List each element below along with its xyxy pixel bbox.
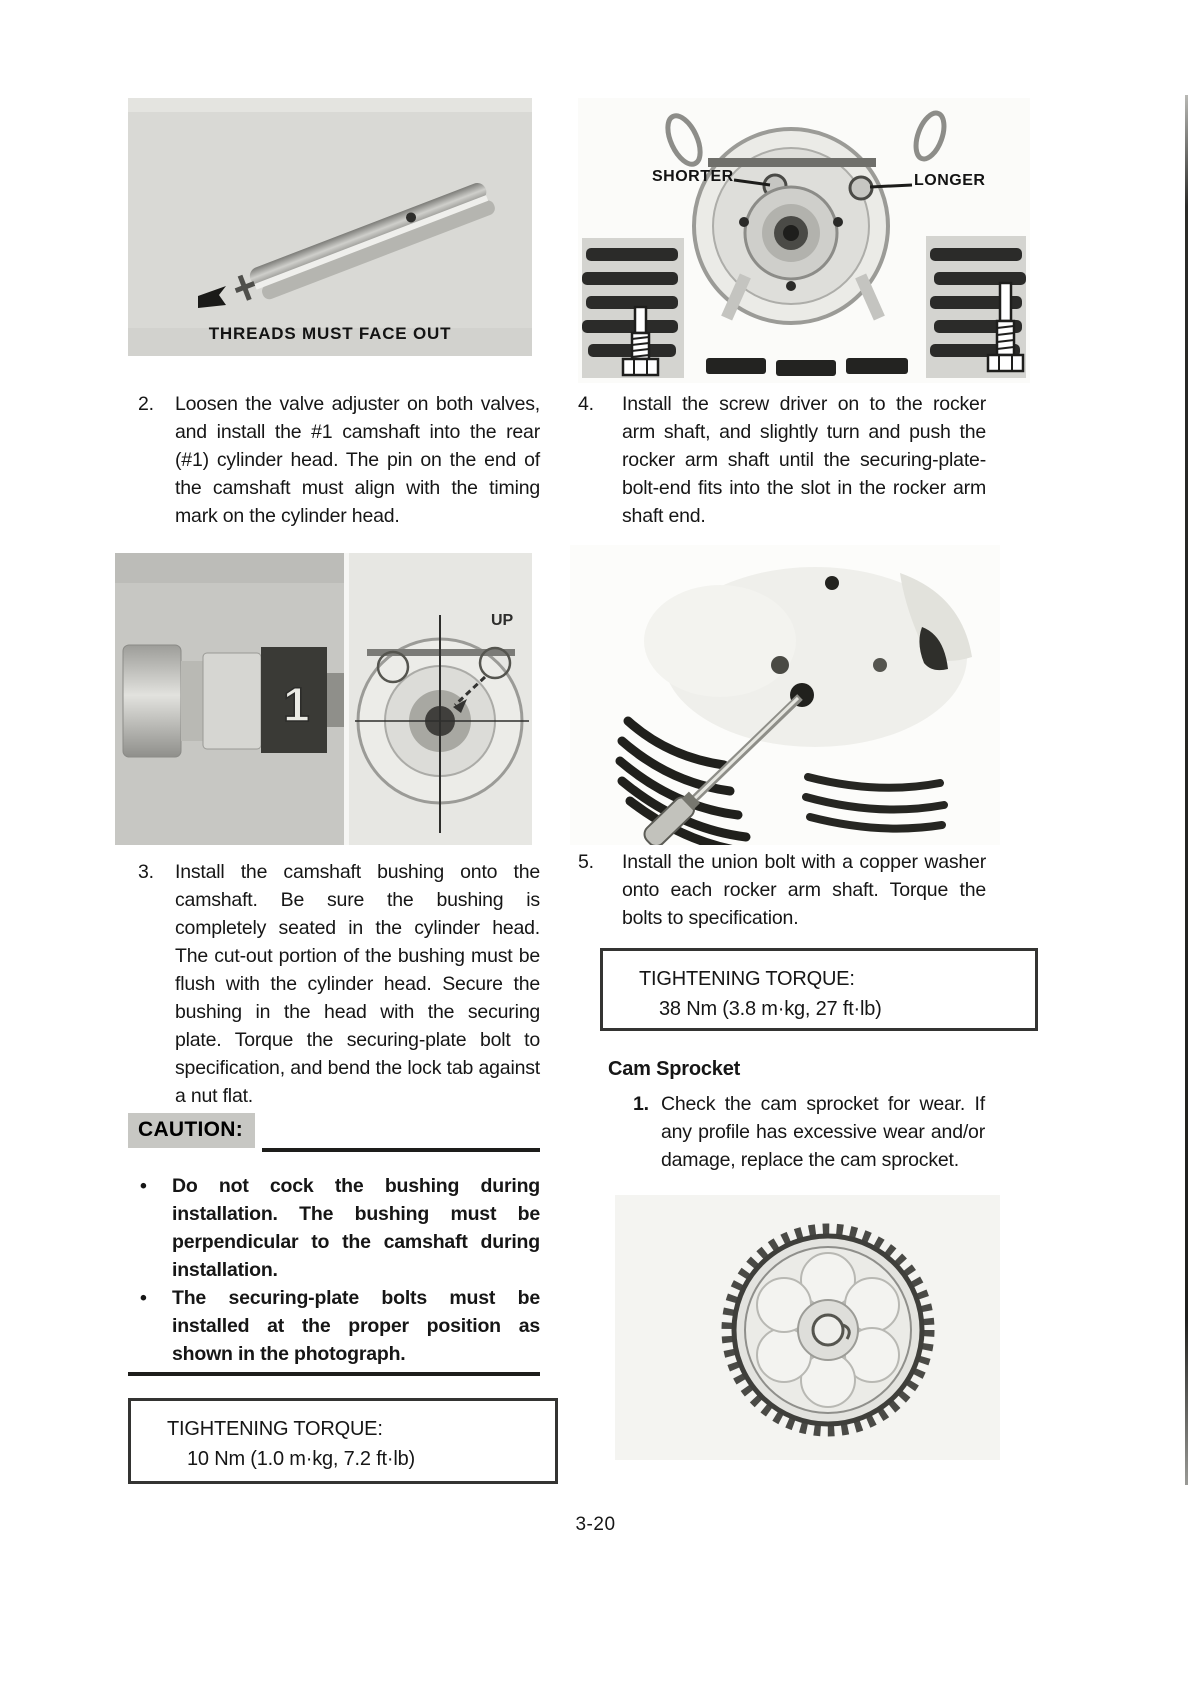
caution-bullets	[140, 1172, 540, 1368]
bullet-icon: •	[140, 1287, 147, 1309]
page-number: 3-20	[575, 1514, 616, 1535]
step-4-text: Install the screw driver on to the rocker arm shaft, and slightly turn and push the rocker arm shaft until the securing-plate-bolt-end fits into the slot in the rocker arm shaft end.	[622, 393, 986, 527]
torque-value: 10 Nm (1.0 m·kg, 7.2 ft·lb)	[187, 1448, 415, 1470]
caution-bullet-2	[140, 1284, 540, 1368]
sprocket-step-1-number: 1.	[633, 1093, 649, 1115]
torque-title: TIGHTENING TORQUE:	[639, 968, 855, 990]
step-2	[138, 390, 540, 530]
step-3-text: Install the camshaft bushing onto the camshaft. Be sure the bushing is completely seated in the cylinder head. The cut-out portion of the bushing must be flush with the cylinder head. Secure the bushing in the head with the securing plate. Torque the securing-plate bolt to specification, and bend the lock tab against a nut flat.	[175, 861, 540, 1107]
step-3	[138, 858, 540, 1110]
step-5-text: Install the union bolt with a copper washer onto each rocker arm shaft. Torque the bolts to specification.	[622, 851, 986, 929]
step-4-number: 4.	[578, 393, 594, 415]
photo-cam-sprocket	[615, 1195, 1000, 1460]
step-2-number: 2.	[138, 393, 154, 415]
photo-cylinder-head-bolts	[578, 98, 1030, 383]
torque-box-right	[600, 948, 1038, 1031]
caution-end-rule	[128, 1372, 540, 1376]
photo-rocker-shaft	[128, 98, 532, 356]
step-4	[578, 390, 986, 530]
step-2-text: Loosen the valve adjuster on both valves, and install the #1 camshaft into the rear (#1) cylinder head. The pin on the end of the camshaft must align with the timing mark on the cylinder head.	[175, 393, 540, 527]
photo-label-longer: LONGER	[914, 172, 986, 189]
photo-caption-threads: THREADS MUST FACE OUT	[208, 324, 452, 343]
cam-sprocket-heading: Cam Sprocket	[608, 1058, 741, 1080]
sprocket-step-1-text: Check the cam sprocket for wear. If any profile has excessive wear and/or damage, replace the cam sprocket.	[661, 1093, 985, 1171]
caution-label: CAUTION:	[128, 1113, 255, 1148]
camshaft-number-label: 1	[283, 679, 310, 732]
step-5	[578, 848, 986, 932]
cylinder-head-image	[578, 98, 1030, 383]
step-5-number: 5.	[578, 851, 594, 873]
torque-box-left	[128, 1398, 558, 1484]
camshaft-pair-image	[115, 553, 532, 845]
torque-title: TIGHTENING TORQUE:	[167, 1418, 383, 1440]
torque-value: 38 Nm (3.8 m·kg, 27 ft·lb)	[659, 998, 882, 1020]
photo-camshaft-pair	[115, 553, 532, 845]
bullet-icon: •	[140, 1175, 147, 1197]
photo-label-shorter: SHORTER	[652, 168, 734, 185]
caution-rule	[262, 1148, 540, 1152]
rocker-shaft-image	[128, 98, 532, 356]
scan-edge-line	[1185, 95, 1188, 1485]
up-label: UP	[491, 612, 514, 629]
caution-bullet-2-text: The securing-plate bolts must be installed at the proper position as shown in the photograph.	[172, 1287, 540, 1365]
cam-sprocket-image	[615, 1195, 1000, 1460]
caution-bullet-1-text: Do not cock the bushing during installation. The bushing must be perpendicular to the camshaft during installation.	[172, 1175, 540, 1281]
photo-screwdriver	[570, 545, 1000, 845]
sprocket-step-1	[633, 1090, 985, 1174]
step-3-number: 3.	[138, 861, 154, 883]
caution-bullet-1	[140, 1172, 540, 1284]
screwdriver-image	[570, 545, 1000, 845]
